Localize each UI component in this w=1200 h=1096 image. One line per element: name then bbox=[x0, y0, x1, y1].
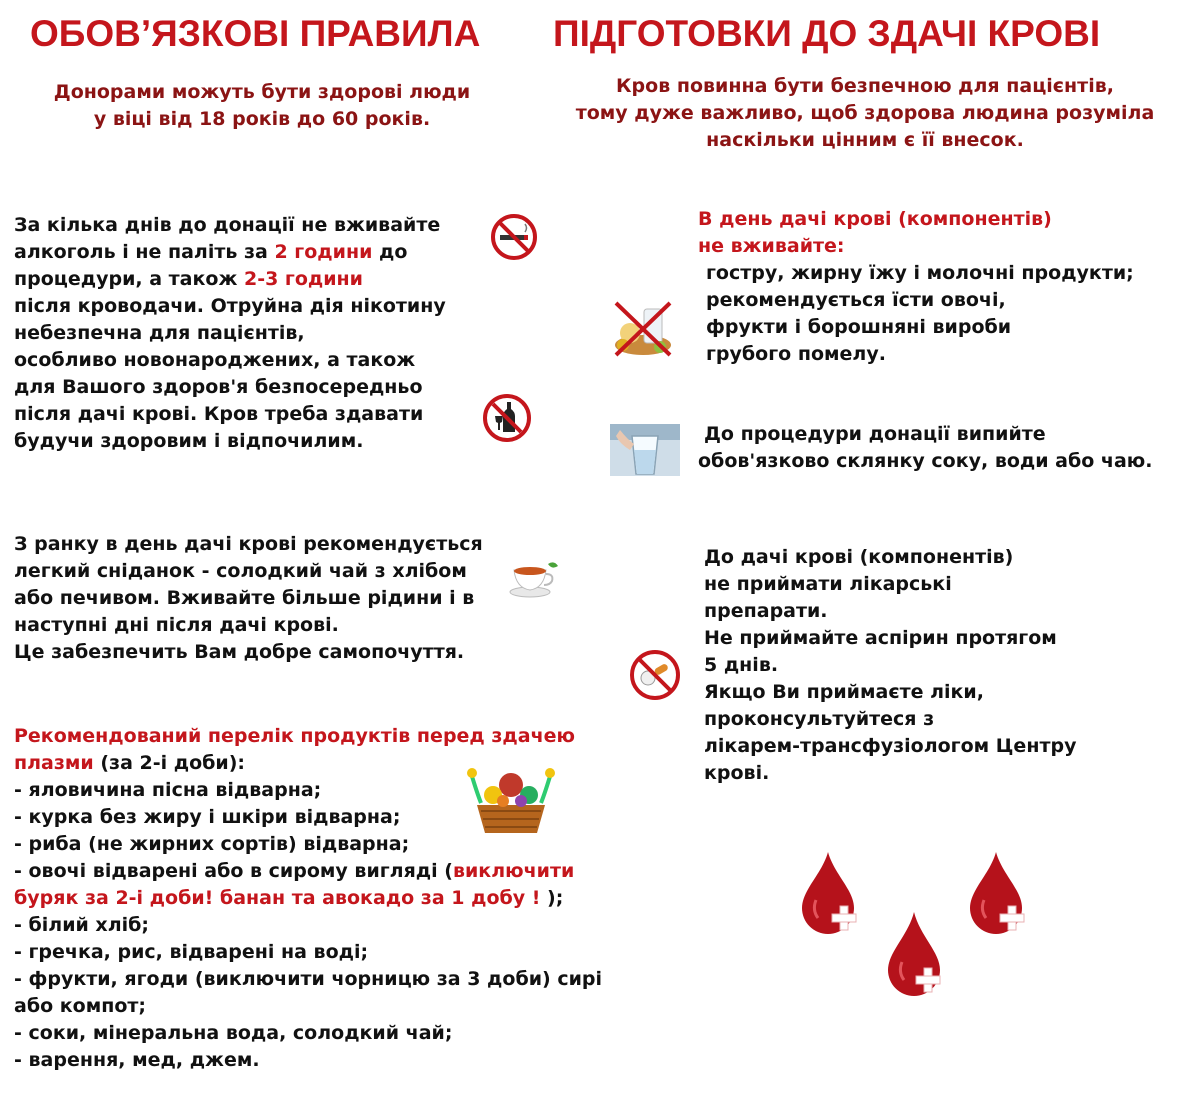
text-line: проконсультуйтеся з bbox=[704, 708, 935, 730]
text-line: для Вашого здоров'я безпосередньо bbox=[14, 376, 423, 398]
list-item: - варення, мед, джем. bbox=[14, 1049, 260, 1071]
food-day-block bbox=[698, 206, 1134, 368]
text-line: особливо новонароджених, а також bbox=[14, 349, 416, 371]
breakfast-block bbox=[14, 531, 483, 666]
text-part: до bbox=[372, 241, 408, 263]
text-line: рекомендується їсти овочі, bbox=[706, 289, 1006, 311]
plasma-heading: Рекомендований перелік продуктів перед здачею bbox=[14, 725, 575, 747]
list-item: або компот; bbox=[14, 995, 147, 1017]
tea-cup-icon bbox=[508, 560, 560, 598]
text-line: Це забезпечить Вам добре самопочуття. bbox=[14, 641, 465, 663]
no-pills-icon bbox=[628, 648, 682, 702]
no-alcohol-icon bbox=[481, 392, 533, 444]
list-item: - гречка, рис, відварені на воді; bbox=[14, 941, 369, 963]
text-line: Якщо Ви приймаєте ліки, bbox=[704, 681, 984, 703]
blood-drop-icon bbox=[884, 910, 952, 1000]
intro-left bbox=[22, 78, 502, 132]
text-line: За кілька днів до донації не вживайте bbox=[14, 214, 441, 236]
list-item: - фрукти, ягоди (виключити чорницю за 3 доби) сирі bbox=[14, 968, 603, 990]
blood-drop-icon bbox=[966, 850, 1034, 936]
text-part: - овочі відварені або в сирому вигляді ( bbox=[14, 860, 453, 882]
list-item: - соки, мінеральна вода, солодкий чай; bbox=[14, 1022, 453, 1044]
no-smoking-icon bbox=[489, 212, 539, 262]
food-day-warning: не вживайте: bbox=[698, 235, 845, 257]
text-line: будучи здоровим і відпочилим. bbox=[14, 430, 364, 452]
text-line: крові. bbox=[704, 762, 770, 784]
intro-left-line: Донорами можуть бути здорові люди bbox=[53, 81, 471, 103]
intro-left-line: у віці від 18 років до 60 років. bbox=[93, 108, 431, 130]
list-item: - курка без жиру і шкіри відварна; bbox=[14, 806, 401, 828]
text-line: після кроводачи. Отруйна дія нікотину bbox=[14, 295, 446, 317]
alcohol-smoking-block bbox=[14, 212, 446, 455]
intro-right-line: тому дуже важливо, щоб здорова людина розуміла bbox=[575, 102, 1155, 124]
page-title-left: ОБОВ’ЯЗКОВІ ПРАВИЛА bbox=[30, 13, 481, 54]
text-line: препарати. bbox=[704, 600, 828, 622]
drink-block bbox=[698, 421, 1152, 475]
highlight-exclude: буряк за 2-і доби! банан та авокадо за 1 добу ! bbox=[14, 887, 548, 909]
text-part: (за 2-і доби): bbox=[93, 752, 246, 774]
intro-right bbox=[555, 72, 1175, 153]
text-part: процедури, а також bbox=[14, 268, 244, 290]
text-line: Не приймайте аспірин протягом bbox=[704, 627, 1057, 649]
list-item: - білий хліб; bbox=[14, 914, 149, 936]
text-line: легкий сніданок - солодкий чай з хлібом bbox=[14, 560, 467, 582]
text-line: 5 днів. bbox=[704, 654, 779, 676]
text-line: наступні дні після дачі крові. bbox=[14, 614, 339, 636]
highlight-hours: 2-3 години bbox=[243, 268, 363, 290]
list-item: - риба (не жирних сортів) відварна; bbox=[14, 833, 410, 855]
medicine-block bbox=[704, 544, 1076, 787]
highlight-hours: 2 години bbox=[274, 241, 373, 263]
list-item: - яловичина пісна відварна; bbox=[14, 779, 322, 801]
intro-right-line: Кров повинна бути безпечною для пацієнтів, bbox=[616, 75, 1114, 97]
text-line: після дачі крові. Кров треба здавати bbox=[14, 403, 424, 425]
intro-right-line: наскільки цінним є її внесок. bbox=[706, 129, 1024, 151]
text-line: лікарем-трансфузіологом Центру bbox=[704, 735, 1077, 757]
text-line: До дачі крові (компонентів) bbox=[704, 546, 1014, 568]
text-line: грубого помелу. bbox=[706, 343, 886, 365]
text-line bbox=[14, 239, 446, 266]
text-line: обов'язково склянку соку, води або чаю. bbox=[698, 450, 1153, 472]
text-line: не приймати лікарські bbox=[704, 573, 952, 595]
text-part: ); bbox=[547, 887, 564, 909]
text-line: гостру, жирну їжу і молочні продукти; bbox=[706, 262, 1134, 284]
list-item bbox=[14, 858, 602, 885]
text-line: фрукти і борошняні вироби bbox=[706, 316, 1012, 338]
text-line: небезпечна для пацієнтів, bbox=[14, 322, 305, 344]
food-basket-icon bbox=[463, 763, 559, 837]
plasma-heading-word: плазми bbox=[14, 752, 94, 774]
no-food-icon bbox=[608, 295, 678, 361]
highlight-exclude: виключити bbox=[452, 860, 575, 882]
text-line: З ранку в день дачі крові рекомендується bbox=[14, 533, 483, 555]
page-title-right: ПІДГОТОВКИ ДО ЗДАЧІ КРОВІ bbox=[553, 13, 1101, 54]
text-line: або печивом. Вживайте більше рідини і в bbox=[14, 587, 475, 609]
water-glass-icon bbox=[610, 424, 680, 476]
text-line: До процедури донації випийте bbox=[704, 423, 1046, 445]
food-day-heading: В день дачі крові (компонентів) bbox=[698, 208, 1052, 230]
list-item bbox=[14, 885, 602, 912]
blood-drop-icon bbox=[798, 850, 866, 936]
text-part: алкоголь і не паліть за bbox=[14, 241, 275, 263]
text-line bbox=[14, 266, 446, 293]
